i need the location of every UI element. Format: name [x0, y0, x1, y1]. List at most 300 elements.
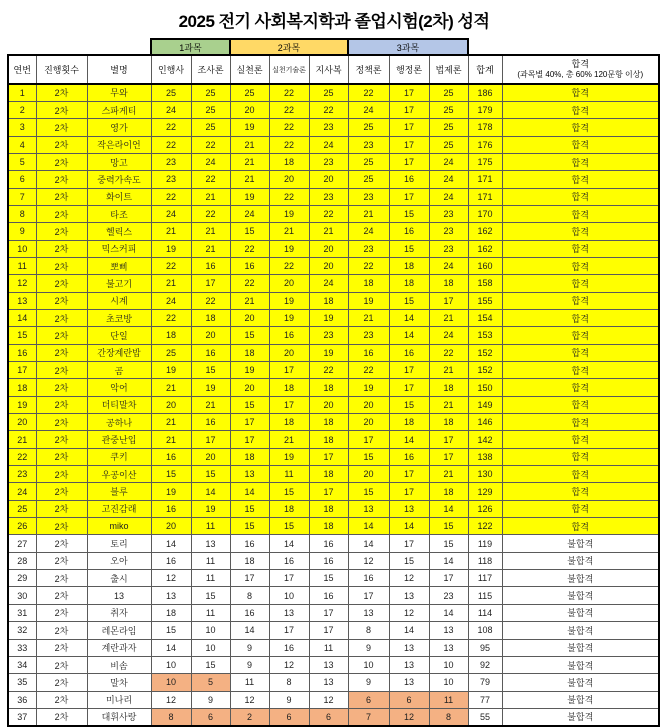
cell-score: 19: [309, 344, 348, 361]
table-row: [8, 292, 659, 309]
cell-score: 25: [348, 119, 389, 136]
cell-score: 18: [151, 604, 191, 621]
cell-score: 19: [269, 448, 309, 465]
cell-total: 154: [468, 309, 502, 326]
col-header-subject2-3: 지사복: [309, 55, 348, 84]
table-row: [8, 691, 659, 708]
table-row: [8, 119, 659, 136]
cell-nickname: 망고: [87, 153, 151, 170]
cell-score: 9: [348, 639, 389, 656]
cell-score: 11: [429, 691, 468, 708]
cell-score: 21: [191, 396, 230, 413]
cell-score: 23: [348, 327, 389, 344]
cell-attempt: 2차: [36, 466, 87, 483]
cell-score: 13: [309, 674, 348, 691]
cell-nickname: 화이트: [87, 188, 151, 205]
table-row: [8, 344, 659, 361]
cell-score: 17: [269, 396, 309, 413]
cell-total: 114: [468, 604, 502, 621]
cell-no: 12: [8, 275, 36, 292]
cell-score: 22: [191, 205, 230, 222]
cell-score: 10: [151, 656, 191, 673]
subject-group-row: [8, 39, 659, 55]
cell-score: 20: [151, 518, 191, 535]
table-row: [8, 587, 659, 604]
table-row: [8, 257, 659, 274]
cell-total: 171: [468, 171, 502, 188]
cell-result: 합격: [502, 171, 659, 188]
cell-score: 20: [348, 466, 389, 483]
cell-total: 118: [468, 552, 502, 569]
cell-score: 24: [151, 292, 191, 309]
cell-score: 11: [191, 518, 230, 535]
group-header-subject2: 2과목: [230, 39, 348, 55]
cell-total: 115: [468, 587, 502, 604]
cell-no: 15: [8, 327, 36, 344]
cell-score: 19: [151, 362, 191, 379]
cell-score: 20: [230, 309, 269, 326]
cell-score: 15: [151, 622, 191, 639]
col-header-attempt: 진행횟수: [36, 55, 87, 84]
cell-score: 25: [429, 136, 468, 153]
cell-score: 11: [191, 552, 230, 569]
cell-score: 17: [269, 622, 309, 639]
cell-result: 불합격: [502, 674, 659, 691]
cell-no: 3: [8, 119, 36, 136]
cell-score: 25: [309, 84, 348, 101]
cell-no: 14: [8, 309, 36, 326]
cell-score: 12: [389, 708, 429, 725]
cell-score: 22: [309, 205, 348, 222]
cell-score: 17: [230, 414, 269, 431]
cell-score: 24: [429, 171, 468, 188]
cell-total: 162: [468, 240, 502, 257]
cell-score: 13: [269, 604, 309, 621]
cell-nickname: 악어: [87, 379, 151, 396]
cell-score: 22: [191, 136, 230, 153]
cell-score: 12: [389, 570, 429, 587]
cell-score: 15: [230, 500, 269, 517]
cell-score: 18: [389, 414, 429, 431]
cell-attempt: 2차: [36, 153, 87, 170]
cell-score: 9: [191, 691, 230, 708]
cell-no: 16: [8, 344, 36, 361]
cell-score: 18: [429, 414, 468, 431]
cell-score: 15: [269, 518, 309, 535]
cell-score: 25: [151, 344, 191, 361]
cell-score: 20: [151, 396, 191, 413]
cell-score: 14: [389, 518, 429, 535]
cell-score: 17: [429, 448, 468, 465]
cell-score: 14: [389, 622, 429, 639]
cell-total: 186: [468, 84, 502, 101]
col-header-subject3-1: 정책론: [348, 55, 389, 84]
cell-score: 19: [309, 309, 348, 326]
cell-score: 12: [348, 552, 389, 569]
cell-attempt: 2차: [36, 292, 87, 309]
cell-score: 10: [151, 674, 191, 691]
cell-result: 합격: [502, 309, 659, 326]
cell-nickname: 우공이산: [87, 466, 151, 483]
cell-score: 14: [269, 535, 309, 552]
cell-score: 22: [269, 119, 309, 136]
cell-score: 20: [191, 448, 230, 465]
cell-score: 18: [309, 518, 348, 535]
cell-score: 10: [191, 622, 230, 639]
cell-nickname: 영가: [87, 119, 151, 136]
cell-nickname: 관중난입: [87, 431, 151, 448]
cell-score: 12: [151, 691, 191, 708]
cell-attempt: 2차: [36, 604, 87, 621]
cell-score: 16: [389, 448, 429, 465]
cell-nickname: 고진감래: [87, 500, 151, 517]
cell-score: 16: [230, 604, 269, 621]
table-row: [8, 674, 659, 691]
table-row: [8, 223, 659, 240]
cell-score: 23: [348, 240, 389, 257]
cell-score: 12: [389, 604, 429, 621]
cell-total: 130: [468, 466, 502, 483]
cell-score: 22: [429, 344, 468, 361]
cell-result: 합격: [502, 205, 659, 222]
cell-score: 20: [309, 396, 348, 413]
cell-nickname: 비솜: [87, 656, 151, 673]
score-table: [7, 38, 660, 727]
cell-score: 15: [191, 362, 230, 379]
cell-score: 19: [269, 292, 309, 309]
group-header-subject1: 1과목: [151, 39, 230, 55]
cell-no: 25: [8, 500, 36, 517]
cell-attempt: 2차: [36, 309, 87, 326]
cell-attempt: 2차: [36, 622, 87, 639]
cell-score: 25: [429, 84, 468, 101]
table-row: [8, 136, 659, 153]
cell-score: 21: [348, 205, 389, 222]
cell-score: 13: [389, 587, 429, 604]
cell-attempt: 2차: [36, 691, 87, 708]
cell-nickname: 헬릭스: [87, 223, 151, 240]
cell-total: 175: [468, 153, 502, 170]
cell-result: 합격: [502, 362, 659, 379]
cell-score: 13: [389, 500, 429, 517]
cell-score: 18: [429, 483, 468, 500]
cell-attempt: 2차: [36, 431, 87, 448]
cell-score: 24: [348, 101, 389, 118]
cell-attempt: 2차: [36, 101, 87, 118]
cell-result: 불합격: [502, 691, 659, 708]
cell-score: 17: [389, 188, 429, 205]
cell-nickname: 말차: [87, 674, 151, 691]
cell-score: 9: [230, 656, 269, 673]
cell-score: 19: [151, 483, 191, 500]
cell-total: 126: [468, 500, 502, 517]
cell-score: 10: [269, 587, 309, 604]
cell-score: 21: [230, 292, 269, 309]
col-header-subject1-1: 인행사: [151, 55, 191, 84]
cell-score: 24: [429, 153, 468, 170]
cell-score: 14: [429, 500, 468, 517]
cell-score: 18: [389, 257, 429, 274]
cell-attempt: 2차: [36, 518, 87, 535]
cell-score: 17: [230, 431, 269, 448]
cell-no: 24: [8, 483, 36, 500]
cell-score: 8: [151, 708, 191, 725]
cell-attempt: 2차: [36, 223, 87, 240]
cell-total: 162: [468, 223, 502, 240]
table-row: [8, 448, 659, 465]
cell-score: 13: [389, 656, 429, 673]
cell-nickname: 단일: [87, 327, 151, 344]
cell-score: 16: [389, 171, 429, 188]
cell-total: 153: [468, 327, 502, 344]
cell-no: 18: [8, 379, 36, 396]
cell-attempt: 2차: [36, 483, 87, 500]
cell-no: 10: [8, 240, 36, 257]
cell-score: 24: [151, 205, 191, 222]
cell-score: 22: [151, 257, 191, 274]
cell-score: 11: [191, 570, 230, 587]
cell-score: 11: [309, 639, 348, 656]
cell-score: 15: [191, 466, 230, 483]
cell-nickname: 더티말차: [87, 396, 151, 413]
cell-attempt: 2차: [36, 257, 87, 274]
cell-score: 16: [191, 257, 230, 274]
cell-score: 17: [389, 362, 429, 379]
cell-score: 14: [230, 483, 269, 500]
cell-nickname: 쿠키: [87, 448, 151, 465]
table-row: [8, 466, 659, 483]
cell-score: 6: [269, 708, 309, 725]
cell-attempt: 2차: [36, 500, 87, 517]
cell-score: 21: [429, 396, 468, 413]
table-row: [8, 535, 659, 552]
cell-nickname: 레몬라임: [87, 622, 151, 639]
cell-attempt: 2차: [36, 535, 87, 552]
cell-nickname: 공하나: [87, 414, 151, 431]
cell-total: 138: [468, 448, 502, 465]
cell-score: 11: [230, 674, 269, 691]
cell-score: 22: [348, 362, 389, 379]
cell-score: 2: [230, 708, 269, 725]
cell-score: 18: [309, 379, 348, 396]
cell-score: 19: [191, 379, 230, 396]
cell-score: 18: [269, 379, 309, 396]
cell-score: 16: [151, 448, 191, 465]
table-body: [8, 84, 659, 726]
cell-attempt: 2차: [36, 552, 87, 569]
cell-score: 16: [389, 223, 429, 240]
cell-score: 17: [389, 466, 429, 483]
cell-score: 19: [269, 240, 309, 257]
cell-score: 21: [151, 379, 191, 396]
cell-score: 16: [269, 639, 309, 656]
cell-score: 21: [429, 466, 468, 483]
cell-score: 15: [348, 483, 389, 500]
cell-score: 21: [191, 240, 230, 257]
cell-score: 25: [191, 84, 230, 101]
page-title: 2025 전기 사회복지학과 졸업시험(2차) 성적: [178, 11, 490, 31]
cell-score: 23: [151, 171, 191, 188]
cell-score: 9: [269, 691, 309, 708]
cell-score: 21: [230, 136, 269, 153]
cell-score: 13: [309, 656, 348, 673]
cell-result: 합격: [502, 448, 659, 465]
cell-score: 19: [191, 500, 230, 517]
cell-score: 15: [269, 483, 309, 500]
cell-score: 24: [429, 327, 468, 344]
cell-total: 92: [468, 656, 502, 673]
cell-score: 14: [389, 431, 429, 448]
cell-result: 불합격: [502, 535, 659, 552]
cell-score: 18: [309, 292, 348, 309]
cell-score: 21: [191, 223, 230, 240]
cell-score: 17: [269, 570, 309, 587]
cell-nickname: 출시: [87, 570, 151, 587]
cell-attempt: 2차: [36, 188, 87, 205]
col-header-total: 합계: [468, 55, 502, 84]
cell-result: 합격: [502, 188, 659, 205]
cell-score: 18: [269, 500, 309, 517]
cell-result: 합격: [502, 431, 659, 448]
table-row: [8, 431, 659, 448]
cell-attempt: 2차: [36, 275, 87, 292]
column-header-row: [8, 55, 659, 84]
cell-nickname: 간장계란밥: [87, 344, 151, 361]
cell-score: 25: [348, 171, 389, 188]
cell-score: 15: [348, 448, 389, 465]
cell-result: 합격: [502, 101, 659, 118]
cell-score: 17: [230, 570, 269, 587]
cell-nickname: miko: [87, 518, 151, 535]
cell-attempt: 2차: [36, 327, 87, 344]
cell-result: 합격: [502, 327, 659, 344]
cell-total: 79: [468, 674, 502, 691]
cell-attempt: 2차: [36, 396, 87, 413]
cell-score: 16: [230, 535, 269, 552]
cell-nickname: 뽀삐: [87, 257, 151, 274]
table-row: [8, 379, 659, 396]
cell-score: 24: [309, 275, 348, 292]
cell-nickname: 시계: [87, 292, 151, 309]
cell-score: 20: [230, 379, 269, 396]
cell-score: 24: [309, 136, 348, 153]
table-row: [8, 275, 659, 292]
cell-score: 14: [348, 535, 389, 552]
cell-score: 25: [348, 153, 389, 170]
cell-score: 15: [389, 396, 429, 413]
cell-no: 8: [8, 205, 36, 222]
cell-score: 21: [151, 414, 191, 431]
cell-score: 22: [348, 257, 389, 274]
cell-score: 13: [151, 587, 191, 604]
cell-nickname: 중력가속도: [87, 171, 151, 188]
cell-score: 20: [309, 240, 348, 257]
cell-score: 21: [230, 153, 269, 170]
cell-no: 9: [8, 223, 36, 240]
cell-score: 22: [151, 119, 191, 136]
cell-nickname: 무와: [87, 84, 151, 101]
group-row-spacer-right: [468, 39, 659, 55]
cell-nickname: 미나리: [87, 691, 151, 708]
cell-score: 16: [309, 587, 348, 604]
cell-attempt: 2차: [36, 639, 87, 656]
cell-score: 14: [389, 327, 429, 344]
cell-score: 19: [230, 362, 269, 379]
cell-score: 23: [348, 136, 389, 153]
cell-score: 22: [269, 101, 309, 118]
cell-score: 19: [348, 292, 389, 309]
cell-score: 15: [230, 518, 269, 535]
cell-score: 16: [269, 327, 309, 344]
col-header-subject2-2: 실천기술론: [269, 55, 309, 84]
cell-no: 13: [8, 292, 36, 309]
table-row: [8, 171, 659, 188]
cell-score: 17: [309, 622, 348, 639]
cell-result: 불합격: [502, 570, 659, 587]
cell-result: 합격: [502, 153, 659, 170]
cell-nickname: 취자: [87, 604, 151, 621]
cell-score: 12: [230, 691, 269, 708]
cell-score: 22: [309, 101, 348, 118]
table-row: [8, 708, 659, 725]
cell-score: 15: [230, 396, 269, 413]
cell-total: 170: [468, 205, 502, 222]
cell-score: 20: [191, 327, 230, 344]
cell-nickname: 토리: [87, 535, 151, 552]
cell-result: 합격: [502, 396, 659, 413]
cell-score: 17: [389, 535, 429, 552]
cell-score: 12: [309, 691, 348, 708]
cell-total: 160: [468, 257, 502, 274]
cell-attempt: 2차: [36, 240, 87, 257]
cell-no: 28: [8, 552, 36, 569]
cell-total: 117: [468, 570, 502, 587]
cell-no: 17: [8, 362, 36, 379]
cell-attempt: 2차: [36, 708, 87, 725]
cell-score: 17: [309, 604, 348, 621]
cell-score: 22: [230, 240, 269, 257]
cell-score: 17: [389, 379, 429, 396]
cell-result: 불합격: [502, 622, 659, 639]
cell-no: 21: [8, 431, 36, 448]
cell-score: 6: [348, 691, 389, 708]
cell-score: 22: [191, 171, 230, 188]
table-row: [8, 362, 659, 379]
cell-score: 11: [269, 466, 309, 483]
cell-score: 10: [191, 639, 230, 656]
table-row: [8, 188, 659, 205]
cell-score: 24: [191, 153, 230, 170]
cell-score: 21: [191, 188, 230, 205]
cell-score: 25: [151, 84, 191, 101]
cell-result: 합격: [502, 257, 659, 274]
cell-result: 합격: [502, 84, 659, 101]
cell-nickname: 계란과자: [87, 639, 151, 656]
cell-score: 15: [309, 570, 348, 587]
cell-score: 15: [230, 223, 269, 240]
cell-score: 19: [230, 188, 269, 205]
cell-no: 34: [8, 656, 36, 673]
cell-result: 불합격: [502, 639, 659, 656]
cell-score: 6: [309, 708, 348, 725]
cell-result: 불합격: [502, 604, 659, 621]
cell-total: 119: [468, 535, 502, 552]
cell-score: 16: [348, 570, 389, 587]
cell-score: 21: [151, 275, 191, 292]
cell-nickname: 스파게티: [87, 101, 151, 118]
cell-score: 22: [230, 275, 269, 292]
cell-score: 13: [389, 674, 429, 691]
